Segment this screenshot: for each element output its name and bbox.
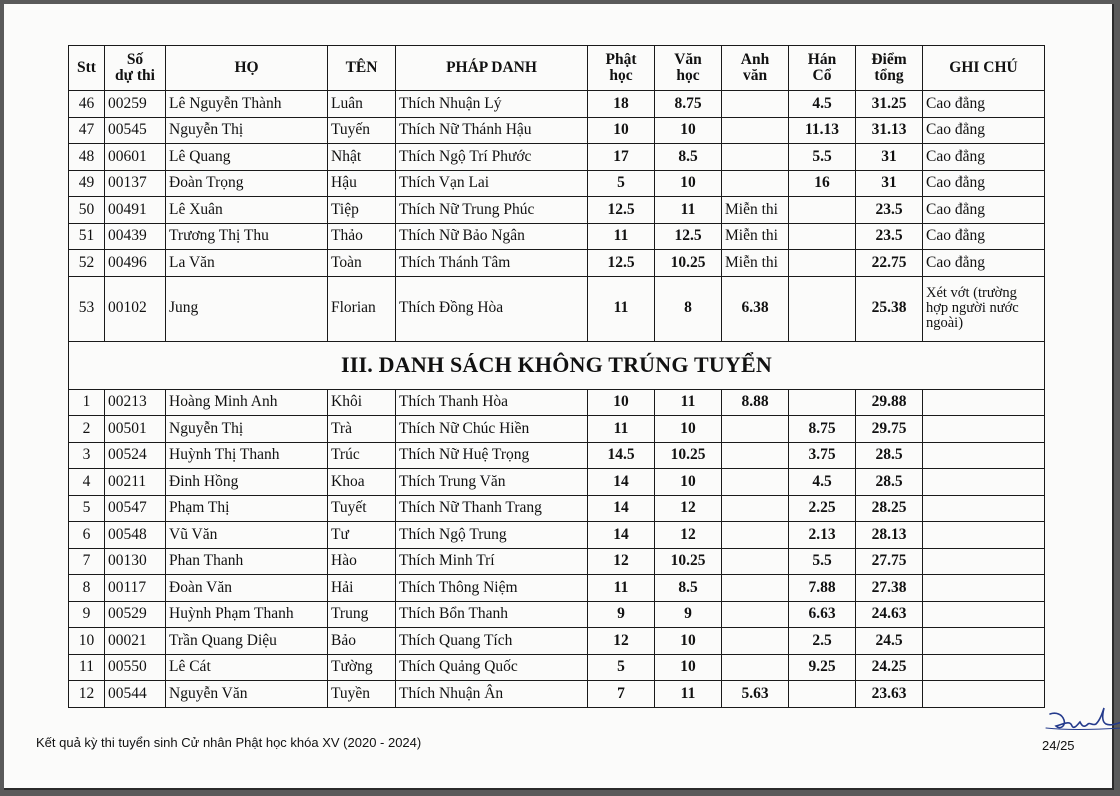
cell-ho: Lê Nguyễn Thành (166, 91, 328, 118)
cell-van-hoc: 10 (655, 170, 722, 197)
cell-stt: 2 (69, 416, 105, 443)
table-row (69, 601, 1045, 628)
cell-ten: Hậu (328, 170, 396, 197)
cell-so-du-thi: 00524 (105, 442, 166, 469)
cell-ten: Khôi (328, 389, 396, 416)
cell-stt: 10 (69, 628, 105, 655)
cell-ghi-chu: Xét vớt (trường hợp người nước ngoài) (923, 276, 1045, 341)
cell-anh-van (722, 548, 789, 575)
cell-van-hoc: 11 (655, 681, 722, 708)
table-row (69, 628, 1045, 655)
header-ghi-chu: GHI CHÚ (923, 46, 1045, 91)
cell-phap-danh: Thích Nhuận Lý (396, 91, 588, 118)
cell-so-du-thi: 00130 (105, 548, 166, 575)
table-row (69, 389, 1045, 416)
cell-ho: Nguyễn Thị (166, 416, 328, 443)
cell-phap-danh: Thích Nữ Huệ Trọng (396, 442, 588, 469)
cell-stt: 50 (69, 197, 105, 224)
section-title: III. DANH SÁCH KHÔNG TRÚNG TUYỂN (69, 341, 1045, 389)
cell-han-co: 9.25 (789, 654, 856, 681)
cell-so-du-thi: 00529 (105, 601, 166, 628)
header-stt: Stt (69, 46, 105, 91)
footer-caption: Kết quả kỳ thi tuyển sinh Cử nhân Phật học khóa XV (2020 - 2024) (36, 735, 422, 750)
cell-phap-danh: Thích Nữ Bảo Ngân (396, 223, 588, 250)
cell-van-hoc: 10 (655, 654, 722, 681)
cell-han-co: 4.5 (789, 91, 856, 118)
cell-phap-danh: Thích Nữ Chúc Hiền (396, 416, 588, 443)
cell-ghi-chu: Cao đẳng (923, 144, 1045, 171)
cell-so-du-thi: 00439 (105, 223, 166, 250)
cell-ghi-chu: Cao đẳng (923, 197, 1045, 224)
cell-stt: 47 (69, 117, 105, 144)
cell-han-co: 6.63 (789, 601, 856, 628)
cell-phat-hoc: 18 (588, 91, 655, 118)
cell-ho: Đinh Hồng (166, 469, 328, 496)
cell-phap-danh: Thích Thanh Hòa (396, 389, 588, 416)
cell-phap-danh: Thích Ngộ Trí Phước (396, 144, 588, 171)
cell-so-du-thi: 00501 (105, 416, 166, 443)
cell-han-co: 5.5 (789, 144, 856, 171)
header-diem-tong: Điểm tổng (856, 46, 923, 91)
cell-stt: 53 (69, 276, 105, 341)
table-row (69, 442, 1045, 469)
cell-so-du-thi: 00601 (105, 144, 166, 171)
cell-han-co (789, 197, 856, 224)
cell-diem-tong: 27.38 (856, 575, 923, 602)
cell-van-hoc: 10 (655, 628, 722, 655)
cell-so-du-thi: 00137 (105, 170, 166, 197)
cell-anh-van (722, 117, 789, 144)
cell-ghi-chu (923, 469, 1045, 496)
header-so-du-thi: Số dự thi (105, 46, 166, 91)
cell-phat-hoc: 7 (588, 681, 655, 708)
cell-van-hoc: 10 (655, 117, 722, 144)
header-han-co: Hán Cổ (789, 46, 856, 91)
cell-anh-van: 6.38 (722, 276, 789, 341)
cell-van-hoc: 9 (655, 601, 722, 628)
cell-ho: Huỳnh Phạm Thanh (166, 601, 328, 628)
cell-anh-van (722, 654, 789, 681)
cell-phat-hoc: 14 (588, 469, 655, 496)
cell-phat-hoc: 10 (588, 117, 655, 144)
cell-phap-danh: Thích Bổn Thanh (396, 601, 588, 628)
cell-diem-tong: 24.63 (856, 601, 923, 628)
cell-so-du-thi: 00544 (105, 681, 166, 708)
cell-ho: Hoàng Minh Anh (166, 389, 328, 416)
table-row (69, 91, 1045, 118)
cell-phap-danh: Thích Nữ Trung Phúc (396, 197, 588, 224)
cell-diem-tong: 28.13 (856, 522, 923, 549)
cell-ghi-chu: Cao đẳng (923, 117, 1045, 144)
cell-ten: Khoa (328, 469, 396, 496)
cell-stt: 12 (69, 681, 105, 708)
cell-ten: Tư (328, 522, 396, 549)
table-row (69, 681, 1045, 708)
cell-diem-tong: 31.25 (856, 91, 923, 118)
cell-ho: Đoàn Trọng (166, 170, 328, 197)
cell-phap-danh: Thích Trung Văn (396, 469, 588, 496)
cell-phat-hoc: 9 (588, 601, 655, 628)
cell-phat-hoc: 12.5 (588, 250, 655, 277)
cell-ho: Trần Quang Diệu (166, 628, 328, 655)
cell-so-du-thi: 00547 (105, 495, 166, 522)
cell-van-hoc: 11 (655, 197, 722, 224)
cell-van-hoc: 8.75 (655, 91, 722, 118)
table-row (69, 522, 1045, 549)
cell-ghi-chu (923, 416, 1045, 443)
cell-so-du-thi: 00211 (105, 469, 166, 496)
cell-stt: 49 (69, 170, 105, 197)
table-row (69, 117, 1045, 144)
cell-ghi-chu (923, 575, 1045, 602)
cell-phap-danh: Thích Minh Trí (396, 548, 588, 575)
section-heading-row (69, 341, 1045, 389)
cell-van-hoc: 10 (655, 416, 722, 443)
cell-stt: 51 (69, 223, 105, 250)
cell-diem-tong: 23.5 (856, 197, 923, 224)
cell-ten: Trúc (328, 442, 396, 469)
signature-mark (1044, 690, 1120, 736)
cell-phat-hoc: 11 (588, 223, 655, 250)
cell-ten: Tuyết (328, 495, 396, 522)
cell-stt: 7 (69, 548, 105, 575)
cell-phat-hoc: 5 (588, 654, 655, 681)
cell-ghi-chu (923, 495, 1045, 522)
cell-diem-tong: 23.63 (856, 681, 923, 708)
cell-phap-danh: Thích Quảng Quốc (396, 654, 588, 681)
cell-phap-danh: Thích Thông Niệm (396, 575, 588, 602)
cell-ghi-chu (923, 389, 1045, 416)
cell-han-co: 2.13 (789, 522, 856, 549)
rejected-list (69, 389, 1045, 707)
cell-phat-hoc: 12 (588, 628, 655, 655)
cell-stt: 9 (69, 601, 105, 628)
cell-van-hoc: 10.25 (655, 442, 722, 469)
cell-so-du-thi: 00117 (105, 575, 166, 602)
header-ten: TÊN (328, 46, 396, 91)
cell-phap-danh: Thích Vạn Lai (396, 170, 588, 197)
cell-anh-van (722, 469, 789, 496)
cell-ten: Trung (328, 601, 396, 628)
cell-anh-van (722, 601, 789, 628)
cell-phap-danh: Thích Thánh Tâm (396, 250, 588, 277)
cell-ghi-chu (923, 681, 1045, 708)
cell-anh-van (722, 495, 789, 522)
cell-anh-van: 8.88 (722, 389, 789, 416)
table-row (69, 575, 1045, 602)
cell-ho: Lê Quang (166, 144, 328, 171)
cell-van-hoc: 8.5 (655, 144, 722, 171)
cell-ho: Lê Xuân (166, 197, 328, 224)
cell-ho: Nguyễn Thị (166, 117, 328, 144)
cell-phap-danh: Thích Nữ Thánh Hậu (396, 117, 588, 144)
cell-han-co (789, 223, 856, 250)
cell-ghi-chu (923, 601, 1045, 628)
cell-anh-van: Miễn thi (722, 197, 789, 224)
cell-so-du-thi: 00496 (105, 250, 166, 277)
cell-anh-van (722, 575, 789, 602)
table-row (69, 144, 1045, 171)
cell-ho: Đoàn Văn (166, 575, 328, 602)
cell-phat-hoc: 14 (588, 495, 655, 522)
cell-anh-van (722, 91, 789, 118)
cell-stt: 11 (69, 654, 105, 681)
cell-diem-tong: 29.75 (856, 416, 923, 443)
cell-so-du-thi: 00550 (105, 654, 166, 681)
cell-ten: Nhật (328, 144, 396, 171)
cell-van-hoc: 10.25 (655, 548, 722, 575)
cell-phap-danh: Thích Đồng Hòa (396, 276, 588, 341)
cell-so-du-thi: 00021 (105, 628, 166, 655)
header-van-hoc: Văn học (655, 46, 722, 91)
table-row (69, 548, 1045, 575)
cell-anh-van (722, 170, 789, 197)
cell-diem-tong: 31.13 (856, 117, 923, 144)
cell-phat-hoc: 11 (588, 575, 655, 602)
cell-van-hoc: 8.5 (655, 575, 722, 602)
cell-phat-hoc: 14 (588, 522, 655, 549)
cell-phap-danh: Thích Quang Tích (396, 628, 588, 655)
cell-van-hoc: 12 (655, 495, 722, 522)
cell-phat-hoc: 10 (588, 389, 655, 416)
cell-van-hoc: 10 (655, 469, 722, 496)
cell-diem-tong: 29.88 (856, 389, 923, 416)
cell-diem-tong: 31 (856, 170, 923, 197)
cell-anh-van (722, 442, 789, 469)
cell-ghi-chu: Cao đẳng (923, 250, 1045, 277)
cell-van-hoc: 12 (655, 522, 722, 549)
cell-han-co: 7.88 (789, 575, 856, 602)
table-row (69, 170, 1045, 197)
cell-ho: Phạm Thị (166, 495, 328, 522)
cell-ghi-chu (923, 654, 1045, 681)
cell-van-hoc: 8 (655, 276, 722, 341)
cell-phap-danh: Thích Nữ Thanh Trang (396, 495, 588, 522)
cell-diem-tong: 24.25 (856, 654, 923, 681)
header-anh-van: Anh văn (722, 46, 789, 91)
cell-so-du-thi: 00548 (105, 522, 166, 549)
cell-han-co (789, 389, 856, 416)
cell-ten: Toàn (328, 250, 396, 277)
cell-van-hoc: 11 (655, 389, 722, 416)
cell-ho: Phan Thanh (166, 548, 328, 575)
table-row (69, 469, 1045, 496)
cell-ten: Luân (328, 91, 396, 118)
cell-diem-tong: 25.38 (856, 276, 923, 341)
header-phap-danh: PHÁP DANH (396, 46, 588, 91)
cell-ten: Florian (328, 276, 396, 341)
cell-van-hoc: 10.25 (655, 250, 722, 277)
cell-stt: 1 (69, 389, 105, 416)
cell-so-du-thi: 00102 (105, 276, 166, 341)
admitted-list (69, 91, 1045, 342)
cell-han-co (789, 250, 856, 277)
cell-ten: Bảo (328, 628, 396, 655)
cell-anh-van (722, 522, 789, 549)
cell-stt: 52 (69, 250, 105, 277)
cell-so-du-thi: 00545 (105, 117, 166, 144)
cell-phat-hoc: 12 (588, 548, 655, 575)
cell-han-co (789, 276, 856, 341)
cell-anh-van (722, 144, 789, 171)
table-row (69, 495, 1045, 522)
cell-phat-hoc: 17 (588, 144, 655, 171)
cell-han-co: 4.5 (789, 469, 856, 496)
cell-anh-van (722, 628, 789, 655)
cell-han-co: 2.25 (789, 495, 856, 522)
cell-ho: Lê Cát (166, 654, 328, 681)
cell-phat-hoc: 14.5 (588, 442, 655, 469)
cell-phat-hoc: 11 (588, 276, 655, 341)
cell-ho: Huỳnh Thị Thanh (166, 442, 328, 469)
cell-diem-tong: 24.5 (856, 628, 923, 655)
cell-ghi-chu: Cao đẳng (923, 223, 1045, 250)
cell-han-co: 8.75 (789, 416, 856, 443)
cell-stt: 46 (69, 91, 105, 118)
cell-phat-hoc: 11 (588, 416, 655, 443)
document-page (4, 4, 1114, 790)
cell-ten: Hải (328, 575, 396, 602)
cell-han-co: 16 (789, 170, 856, 197)
cell-ten: Thảo (328, 223, 396, 250)
cell-phat-hoc: 12.5 (588, 197, 655, 224)
cell-ten: Hào (328, 548, 396, 575)
section-heading-group (69, 341, 1045, 389)
table-row (69, 416, 1045, 443)
table-header-row (69, 46, 1045, 91)
table-row (69, 197, 1045, 224)
cell-han-co: 5.5 (789, 548, 856, 575)
cell-diem-tong: 31 (856, 144, 923, 171)
cell-van-hoc: 12.5 (655, 223, 722, 250)
cell-ghi-chu (923, 628, 1045, 655)
cell-diem-tong: 22.75 (856, 250, 923, 277)
cell-so-du-thi: 00213 (105, 389, 166, 416)
cell-anh-van (722, 416, 789, 443)
cell-ho: La Văn (166, 250, 328, 277)
cell-ten: Tiệp (328, 197, 396, 224)
cell-so-du-thi: 00491 (105, 197, 166, 224)
cell-stt: 5 (69, 495, 105, 522)
cell-han-co (789, 681, 856, 708)
cell-stt: 8 (69, 575, 105, 602)
cell-so-du-thi: 00259 (105, 91, 166, 118)
cell-phap-danh: Thích Ngộ Trung (396, 522, 588, 549)
cell-ho: Trương Thị Thu (166, 223, 328, 250)
cell-stt: 3 (69, 442, 105, 469)
cell-diem-tong: 28.5 (856, 469, 923, 496)
cell-ten: Trà (328, 416, 396, 443)
cell-han-co: 3.75 (789, 442, 856, 469)
cell-ghi-chu (923, 442, 1045, 469)
table-row (69, 223, 1045, 250)
cell-ho: Vũ Văn (166, 522, 328, 549)
cell-diem-tong: 27.75 (856, 548, 923, 575)
results-table (68, 45, 1045, 708)
cell-stt: 4 (69, 469, 105, 496)
cell-diem-tong: 28.5 (856, 442, 923, 469)
header-phat-hoc: Phật học (588, 46, 655, 91)
cell-ten: Tường (328, 654, 396, 681)
cell-ghi-chu: Cao đẳng (923, 91, 1045, 118)
cell-anh-van: Miễn thi (722, 250, 789, 277)
cell-ghi-chu (923, 522, 1045, 549)
cell-diem-tong: 23.5 (856, 223, 923, 250)
cell-anh-van: 5.63 (722, 681, 789, 708)
cell-ghi-chu (923, 548, 1045, 575)
cell-stt: 48 (69, 144, 105, 171)
cell-ho: Nguyễn Văn (166, 681, 328, 708)
table-row (69, 654, 1045, 681)
cell-han-co: 2.5 (789, 628, 856, 655)
table-row (69, 250, 1045, 277)
cell-han-co: 11.13 (789, 117, 856, 144)
header-ho: HỌ (166, 46, 328, 91)
page-number: 24/25 (1042, 738, 1075, 753)
cell-ho: Jung (166, 276, 328, 341)
cell-ten: Tuyền (328, 681, 396, 708)
cell-stt: 6 (69, 522, 105, 549)
cell-ten: Tuyến (328, 117, 396, 144)
cell-ghi-chu: Cao đẳng (923, 170, 1045, 197)
cell-anh-van: Miễn thi (722, 223, 789, 250)
cell-diem-tong: 28.25 (856, 495, 923, 522)
cell-phat-hoc: 5 (588, 170, 655, 197)
table-row (69, 276, 1045, 341)
cell-phap-danh: Thích Nhuận Ân (396, 681, 588, 708)
